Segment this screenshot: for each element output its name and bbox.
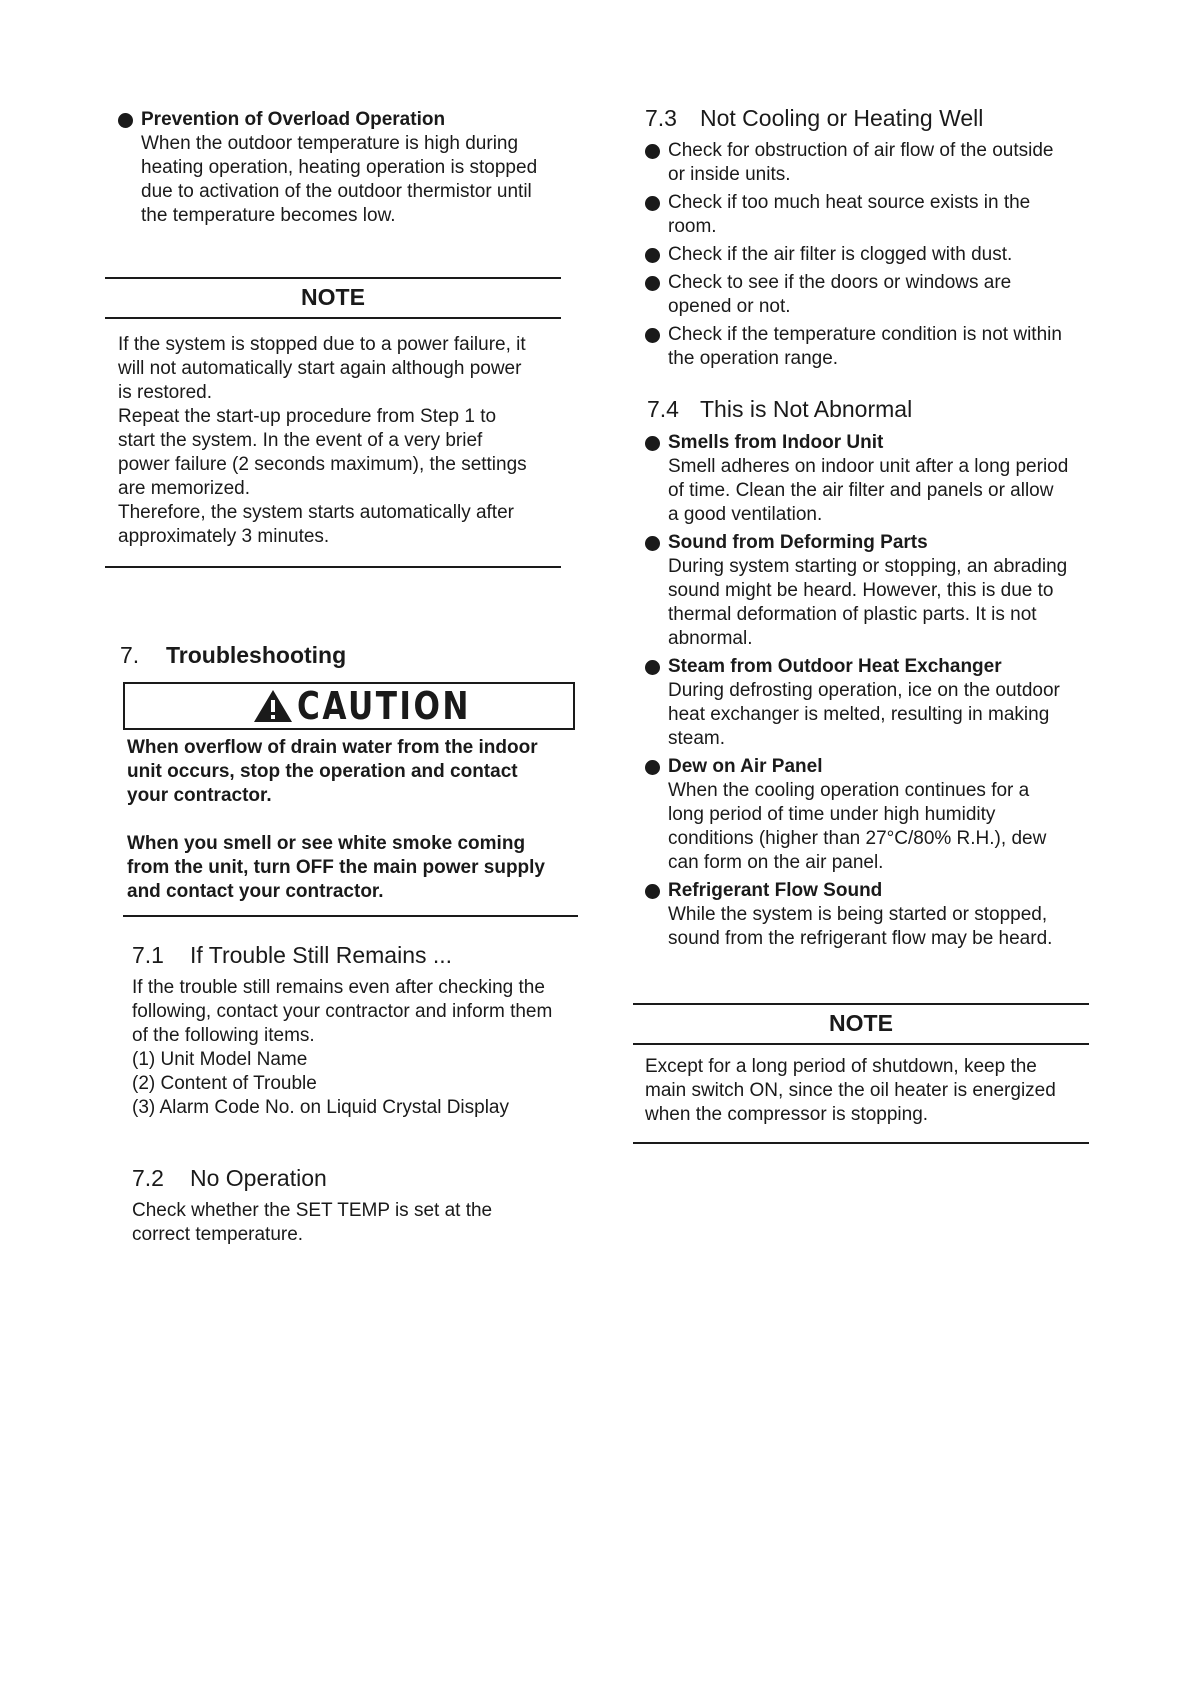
s71-line: following, contact your contractor and inform them (132, 1001, 553, 1022)
bullet-icon (645, 536, 660, 551)
list-item-line: a good ventilation. (668, 504, 823, 525)
list-item (645, 243, 1105, 267)
section-7-3-list (645, 139, 1105, 375)
list-item-line: thermal deformation of plastic parts. It is not (668, 604, 1037, 625)
list-item-line: long period of time under high humidity (668, 804, 996, 825)
caution-label: CAUTION (297, 684, 471, 728)
note2-line: Except for a long period of shutdown, keep the (645, 1056, 1037, 1077)
list-item (645, 531, 1115, 651)
s71-line: (3) Alarm Code No. on Liquid Crystal Display (132, 1097, 509, 1118)
section-7-2-number: 7.2 (132, 1165, 164, 1191)
note2-mid-rule (633, 1043, 1089, 1045)
list-item (645, 755, 1115, 875)
list-item-line: of time. Clean the air filter and panels or allow (668, 480, 1054, 501)
note1-line: power failure (2 seconds maximum), the settings (118, 454, 527, 475)
bullet-icon (118, 113, 133, 128)
note1-line: is restored. (118, 382, 212, 403)
note2-body (645, 1055, 1095, 1127)
overload-line: heating operation, heating operation is stopped (141, 157, 538, 178)
list-item (645, 323, 1105, 371)
list-item (645, 431, 1115, 527)
bullet-icon (645, 436, 660, 451)
list-item-line: sound might be heard. However, this is due to (668, 580, 1054, 601)
section-7-title: Troubleshooting (166, 642, 347, 668)
section-7-heading (120, 641, 346, 669)
caution-line: When overflow of drain water from the indoor (127, 737, 538, 758)
caution-banner (123, 682, 575, 730)
list-item-line: During defrosting operation, ice on the outdoor (668, 680, 1060, 701)
note1-top-rule (105, 277, 561, 279)
section-7-4-number: 7.4 (647, 396, 679, 422)
note1-line: will not automatically start again although power (118, 358, 522, 379)
section-7-2-heading (132, 1164, 327, 1192)
note1-line: approximately 3 minutes. (118, 526, 330, 547)
overload-line: the temperature becomes low. (141, 205, 396, 226)
list-item-line: steam. (668, 728, 726, 749)
section-7-3-heading (645, 104, 983, 132)
list-item (645, 655, 1115, 751)
section-7-2-body (132, 1199, 592, 1247)
caution-spacer (127, 808, 597, 832)
note1-mid-rule (105, 317, 561, 319)
list-item (645, 191, 1105, 239)
s72-line: Check whether the SET TEMP is set at the (132, 1200, 493, 1221)
list-item (645, 139, 1105, 187)
note2-line: when the compressor is stopping. (645, 1104, 929, 1125)
section-7-2-title: No Operation (190, 1165, 327, 1191)
section-7-number: 7. (120, 642, 140, 668)
caution-line: from the unit, turn OFF the main power supply (127, 857, 545, 878)
list-item-line: room. (668, 216, 717, 237)
section-7-1-number: 7.1 (132, 942, 164, 968)
list-item-line: While the system is being started or stopped, (668, 904, 1048, 925)
list-item-line: sound from the refrigerant flow may be heard. (668, 928, 1053, 949)
bullet-icon (645, 660, 660, 675)
note2-line: main switch ON, since the oil heater is energized (645, 1080, 1056, 1101)
bullet-icon (645, 276, 660, 291)
list-item (645, 271, 1105, 319)
list-item-title: Dew on Air Panel (668, 756, 823, 777)
section-7-1-title: If Trouble Still Remains ... (190, 942, 453, 968)
note2-title: NOTE (829, 1010, 893, 1036)
note1-line: start the system. In the event of a very brief (118, 430, 483, 451)
note1-line: are memorized. (118, 478, 250, 499)
overload-title: Prevention of Overload Operation (141, 109, 446, 130)
bullet-icon (645, 328, 660, 343)
list-item-line: Check to see if the doors or windows are (668, 272, 1012, 293)
caution-body (127, 736, 597, 904)
bullet-icon (645, 884, 660, 899)
note2-top-rule (633, 1003, 1089, 1005)
overload-line: due to activation of the outdoor thermistor until (141, 181, 532, 202)
caution-line: When you smell or see white smoke coming (127, 833, 526, 854)
left-column (0, 0, 600, 1245)
list-item-line: abnormal. (668, 628, 753, 649)
section-7-3-title: Not Cooling or Heating Well (700, 105, 984, 131)
list-item-line: Smell adheres on indoor unit after a long period (668, 456, 1069, 477)
list-item-line: Check if the temperature condition is not within (668, 324, 1062, 345)
s71-line: of the following items. (132, 1025, 315, 1046)
note1-line: Repeat the start-up procedure from Step 1 to (118, 406, 497, 427)
s71-line: (1) Unit Model Name (132, 1049, 308, 1070)
list-item-line: the operation range. (668, 348, 839, 369)
section-7-4-title: This is Not Abnormal (700, 396, 913, 422)
s71-line: (2) Content of Trouble (132, 1073, 317, 1094)
caution-bottom-rule (123, 915, 578, 917)
list-item-line: heat exchanger is melted, resulting in making (668, 704, 1050, 725)
note1-title: NOTE (301, 284, 365, 310)
note1-line: If the system is stopped due to a power failure, it (118, 334, 526, 355)
list-item-line: or inside units. (668, 164, 791, 185)
s72-line: correct temperature. (132, 1224, 304, 1245)
note1-body (118, 333, 568, 549)
bullet-icon (645, 196, 660, 211)
list-item-title: Sound from Deforming Parts (668, 532, 928, 553)
note1-bottom-rule (105, 566, 561, 568)
list-item-line: can form on the air panel. (668, 852, 884, 873)
bullet-icon (645, 248, 660, 263)
list-item-line: opened or not. (668, 296, 791, 317)
bullet-icon (645, 144, 660, 159)
caution-line: your contractor. (127, 785, 272, 806)
note1-line: Therefore, the system starts automatically after (118, 502, 514, 523)
list-item-line: During system starting or stopping, an abrading (668, 556, 1068, 577)
overload-line: When the outdoor temperature is high during (141, 133, 519, 154)
list-item-title: Smells from Indoor Unit (668, 432, 884, 453)
list-item-line: conditions (higher than 27°C/80% R.H.), dew (668, 828, 1047, 849)
section-7-1-heading (132, 941, 452, 969)
list-item-line: When the cooling operation continues for a (668, 780, 1030, 801)
bullet-icon (645, 760, 660, 775)
list-item-title: Steam from Outdoor Heat Exchanger (668, 656, 1002, 677)
caution-line: unit occurs, stop the operation and contact (127, 761, 518, 782)
list-item-title: Refrigerant Flow Sound (668, 880, 883, 901)
list-item-line: Check if too much heat source exists in the (668, 192, 1031, 213)
note2-bottom-rule (633, 1142, 1089, 1144)
overload-prevention-item (118, 108, 611, 228)
section-7-3-number: 7.3 (645, 105, 677, 131)
list-item (645, 879, 1115, 951)
section-7-1-body (132, 976, 592, 1120)
warning-triangle-icon (253, 689, 293, 723)
list-item-line: Check if the air filter is clogged with dust. (668, 244, 1013, 265)
section-7-4-list (645, 431, 1115, 955)
s71-line: If the trouble still remains even after checking the (132, 977, 545, 998)
caution-line: and contact your contractor. (127, 881, 384, 902)
list-item-line: Check for obstruction of air flow of the outside (668, 140, 1054, 161)
section-7-4-heading (647, 395, 912, 423)
